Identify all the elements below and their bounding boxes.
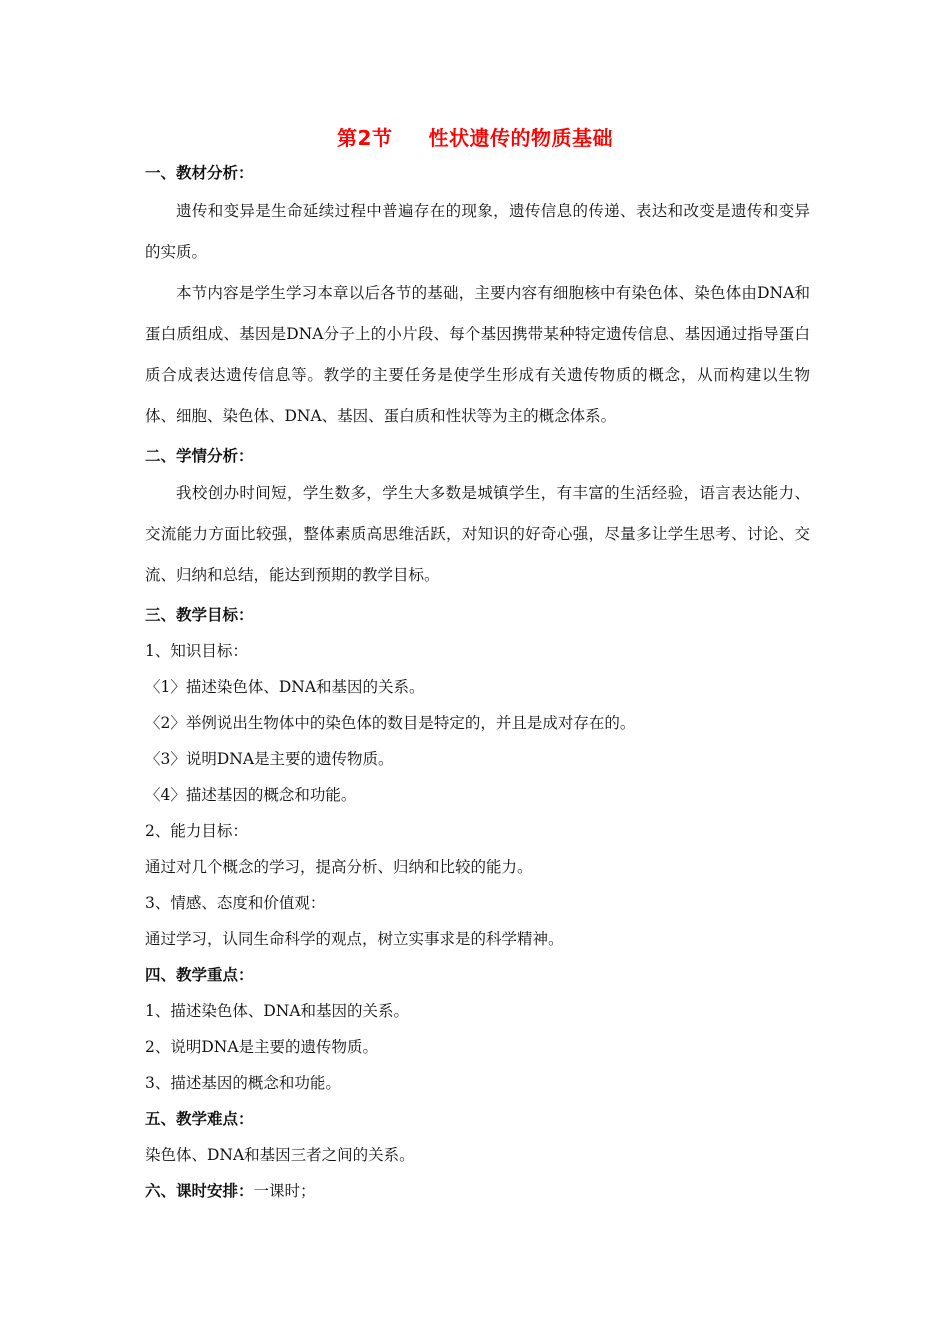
emotion-goals-title: 3、情感、态度和价值观： [145,894,326,912]
knowledge-goal-4: 〈4〉描述基因的概念和功能。 [145,786,357,804]
schedule-line [145,1180,810,1202]
heading-schedule: 六、课时安排： [145,1182,254,1200]
key-point-3: 3、描述基因的概念和功能。 [145,1074,341,1092]
document-body [145,160,810,1202]
schedule-value: 一课时； [253,1182,316,1200]
heading-teaching-goals: 三、教学目标： [145,606,254,624]
heading-textbook-analysis: 一、教材分析： [145,164,254,182]
paragraph-textbook-2: 本节内容是学生学习本章以后各节的基础，主要内容有细胞核中有染色体、染色体由DNA和蛋白质组成、基因是DNA分子上的小片段、每个基因携带某种特定遗传信息、基因通过指导蛋白质合成表达遗传信息等。教学的主要任务是使学生形成有关遗传物质的概念，从而构建以生物体、细胞、染色体、DNA、基因、蛋白质和性状等为主的概念体系。 [145,284,810,425]
knowledge-goals-title: 1、知识目标： [145,642,248,660]
key-point-1: 1、描述染色体、DNA和基因的关系。 [145,1002,410,1020]
heading-student-analysis: 二、学情分析： [145,447,254,465]
knowledge-goal-1: 〈1〉描述染色体、DNA和基因的关系。 [145,678,425,696]
title-section-number: 第2节 [337,126,393,150]
knowledge-goal-3: 〈3〉说明DNA是主要的遗传物质。 [145,750,394,768]
paragraph-textbook-1: 遗传和变异是生命延续过程中普遍存在的现象，遗传信息的传递、表达和改变是遗传和变异的实质。 [145,202,810,261]
paragraph-student-1: 我校创办时间短，学生数多，学生大多数是城镇学生，有丰富的生活经验，语言表达能力、交流能力方面比较强，整体素质高思维活跃，对知识的好奇心强，尽量多让学生思考、讨论、交流、归纳和总结，能达到预期的教学目标。 [145,484,810,584]
key-point-2: 2、说明DNA是主要的遗传物质。 [145,1038,379,1056]
ability-goal-1: 通过对几个概念的学习，提高分析、归纳和比较的能力。 [145,858,533,876]
knowledge-goal-2: 〈2〉举例说出生物体中的染色体的数目是特定的，并且是成对存在的。 [145,714,636,732]
ability-goals-title: 2、能力目标： [145,822,248,840]
title-topic: 性状遗传的物质基础 [428,126,613,150]
heading-key-points: 四、教学重点： [145,966,254,984]
page-title [0,122,950,151]
heading-difficult-points: 五、教学难点： [145,1110,254,1128]
difficult-point-1: 染色体、DNA和基因三者之间的关系。 [145,1146,415,1164]
emotion-goal-1: 通过学习，认同生命科学的观点，树立实事求是的科学精神。 [145,930,564,948]
